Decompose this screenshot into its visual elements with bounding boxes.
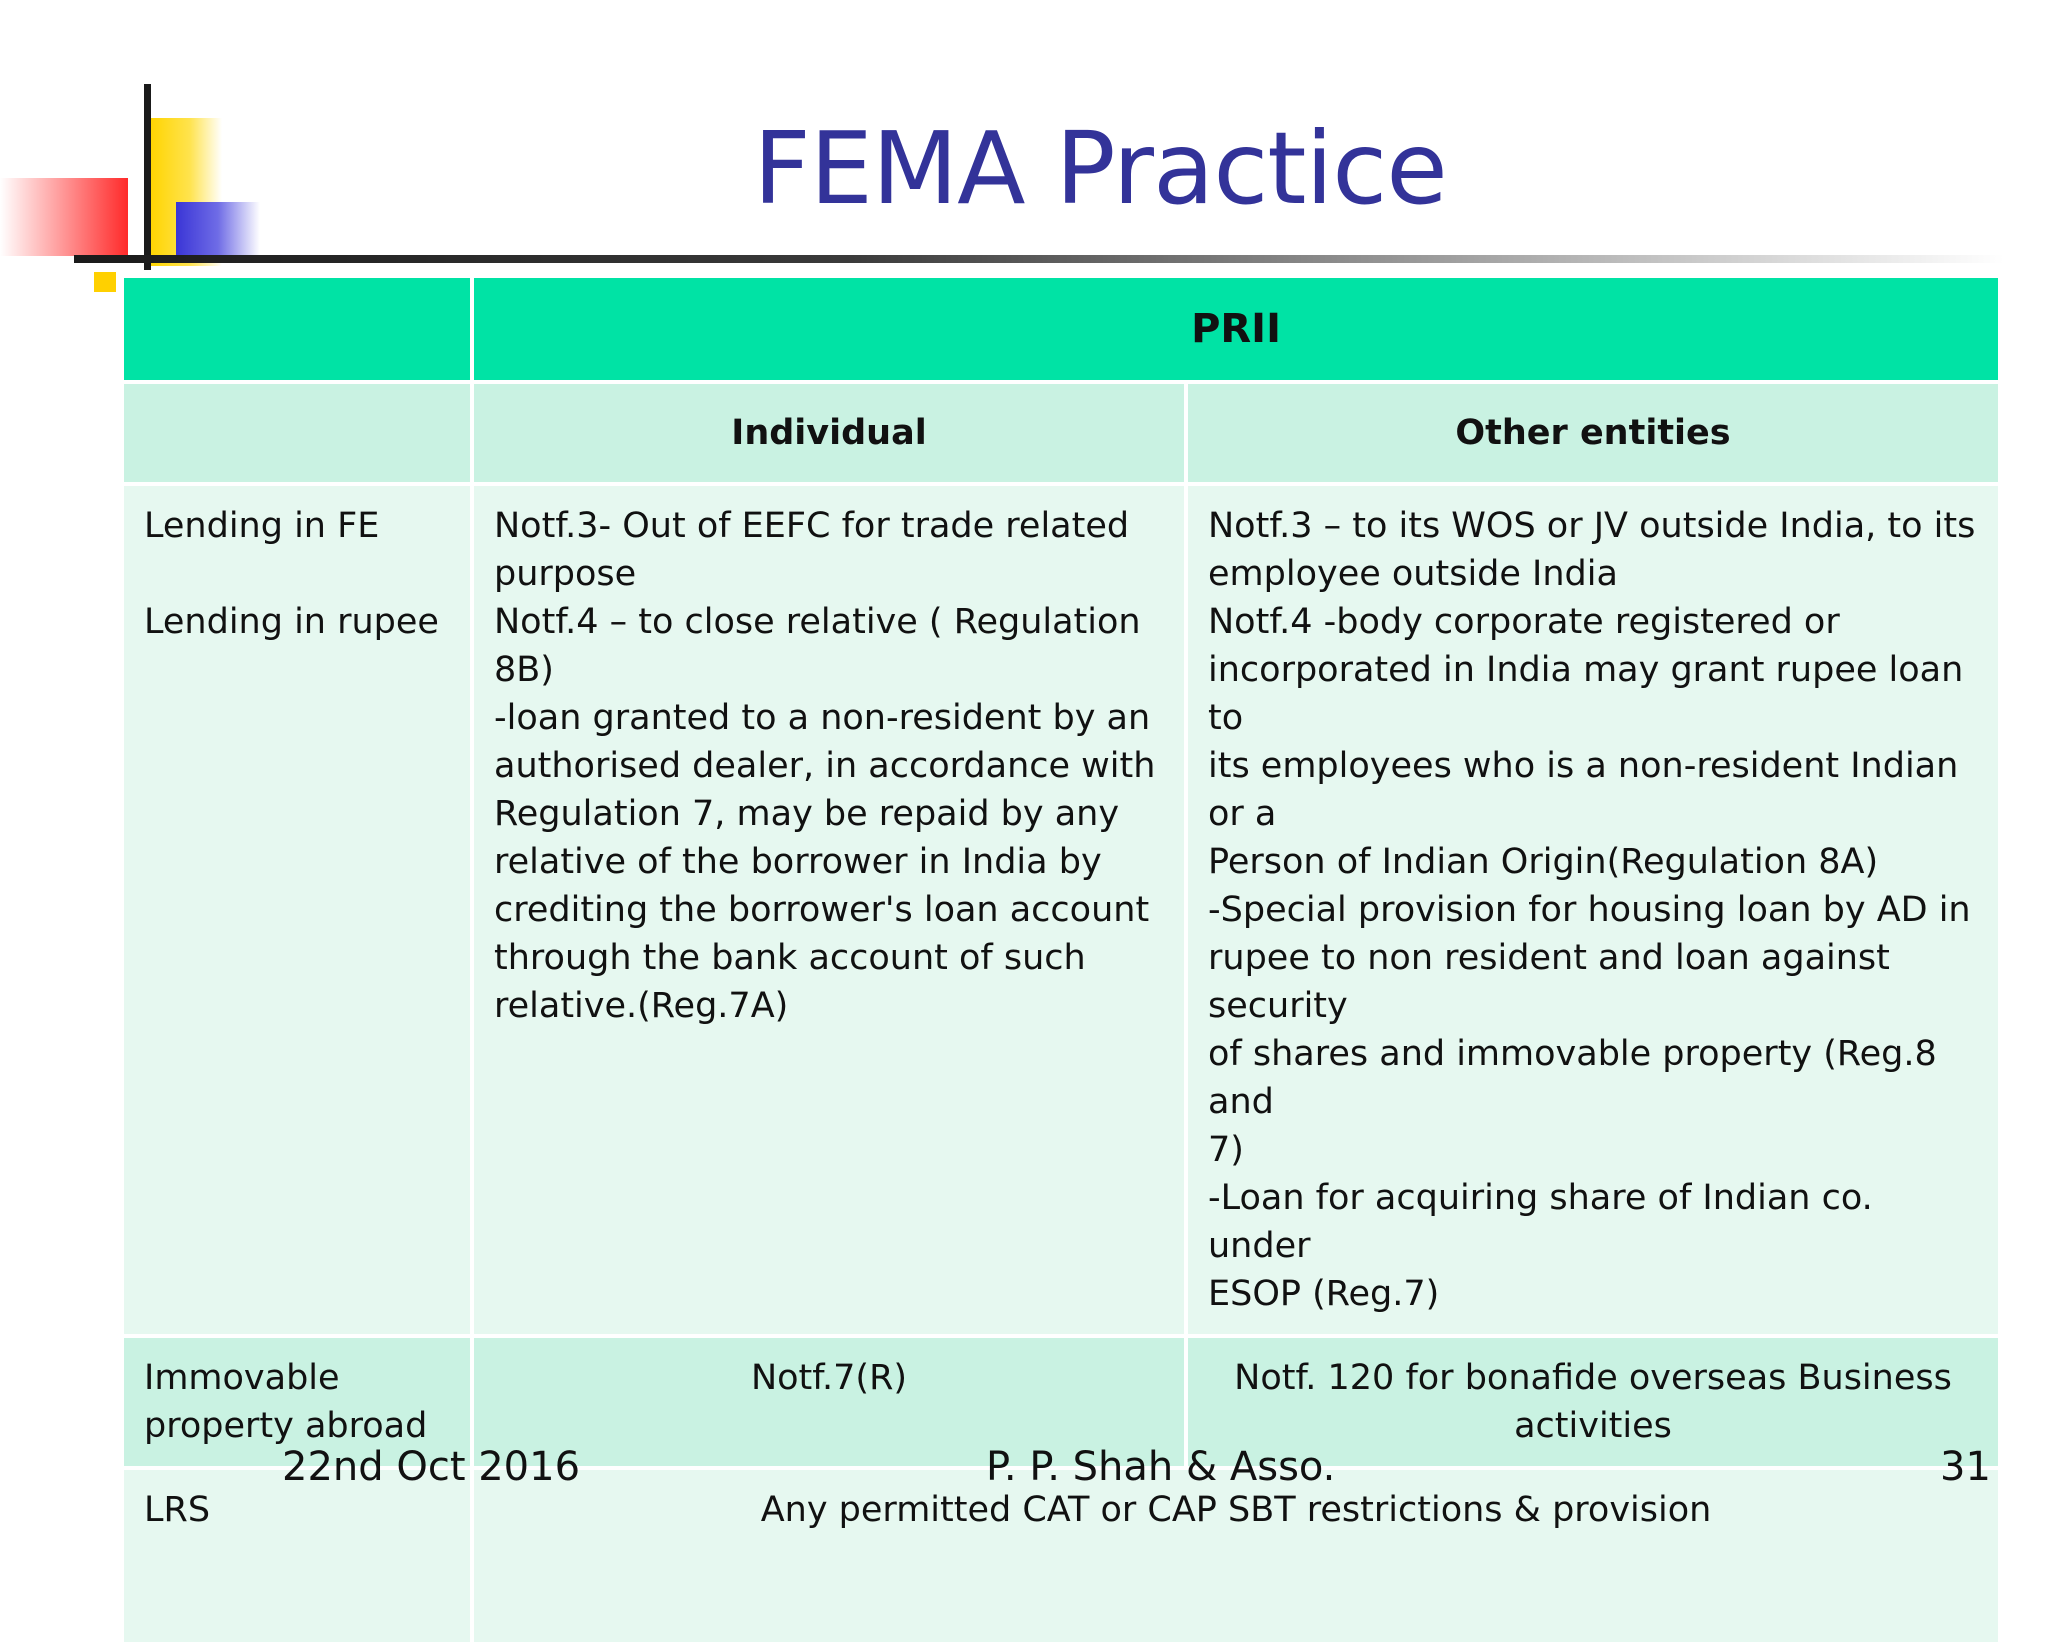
table-row-lrs [122, 1468, 2000, 1644]
logo-red-block [0, 178, 128, 256]
cell-line: employee outside India [1208, 554, 1618, 594]
slide-logo-decoration [0, 80, 270, 300]
cell-line: relative.(Reg.7A) [494, 986, 789, 1026]
cell-line: Notf. 120 for bonafide overseas Business [1234, 1358, 1952, 1398]
cell-line: its employees who is a non-resident Indian or a [1208, 746, 1959, 834]
cell-line: rupee to non resident and loan against security [1208, 938, 1890, 1026]
cell-line: Notf.3 – to its WOS or JV outside India, to its [1208, 506, 1976, 546]
logo-blue-block [176, 202, 260, 260]
cell-line: through the bank account of such [494, 938, 1086, 978]
footer-page-number: 31 [1940, 1444, 1991, 1490]
prii-table [120, 274, 2002, 1646]
individual-header: Individual [472, 382, 1186, 484]
table-header-row [122, 276, 2000, 382]
label-line: Lending in rupee [144, 602, 439, 642]
logo-small-yellow-square [94, 272, 116, 292]
table-row-lending [122, 484, 2000, 1336]
row-label-lrs [122, 1468, 472, 1644]
prii-header: PRII [472, 276, 2000, 382]
label-line: property abroad [144, 1406, 428, 1446]
lrs-merged-cell: Any permitted CAT or CAP SBT restrictions & provision [472, 1468, 2000, 1644]
logo-vertical-line [144, 84, 151, 270]
cell-line: of shares and immovable property (Reg.8 and [1208, 1034, 1937, 1122]
cell-line: Notf.4 -body corporate registered or [1208, 602, 1840, 642]
row-label-lending [122, 484, 472, 1336]
cell-line: activities [1514, 1406, 1672, 1446]
label-line: Immovable [144, 1358, 340, 1398]
cell-line: Notf.3- Out of EEFC for trade related [494, 506, 1130, 546]
cell-line: -Special provision for housing loan by AD in [1208, 890, 1971, 930]
footer-firm: P. P. Shah & Asso. [986, 1444, 1336, 1490]
label-line: Lending in FE [144, 506, 380, 546]
table-subheader-empty-cell [122, 382, 472, 484]
cell-line: 7) [1208, 1130, 1244, 1170]
cell-line: purpose [494, 554, 637, 594]
table-subheader-row [122, 382, 2000, 484]
lending-individual-cell [472, 484, 1186, 1336]
lending-other-cell [1186, 484, 2000, 1336]
cell-line: incorporated in India may grant rupee loan to [1208, 650, 1964, 738]
cell-line: Notf.7(R) [750, 1358, 908, 1398]
cell-line: Person of Indian Origin(Regulation 8A) [1208, 842, 1879, 882]
footer-date: 22nd Oct 2016 [282, 1444, 581, 1490]
cell-line: -Loan for acquiring share of Indian co. under [1208, 1178, 1873, 1266]
slide-title: FEMA Practice [753, 110, 1447, 227]
title-underline-rule [74, 255, 2004, 263]
cell-line: authorised dealer, in accordance with [494, 746, 1156, 786]
cell-line: -loan granted to a non-resident by an [494, 698, 1151, 738]
label-line: LRS [144, 1490, 211, 1530]
cell-line: ESOP (Reg.7) [1208, 1274, 1440, 1314]
cell-line: Notf.4 – to close relative ( Regulation 8B) [494, 602, 1141, 690]
cell-line: Regulation 7, may be repaid by any [494, 794, 1120, 834]
table-header-empty-cell [122, 276, 472, 382]
cell-line: relative of the borrower in India by [494, 842, 1102, 882]
other-entities-header: Other entities [1186, 382, 2000, 484]
cell-line: crediting the borrower's loan account [494, 890, 1150, 930]
label-gap [144, 550, 450, 598]
